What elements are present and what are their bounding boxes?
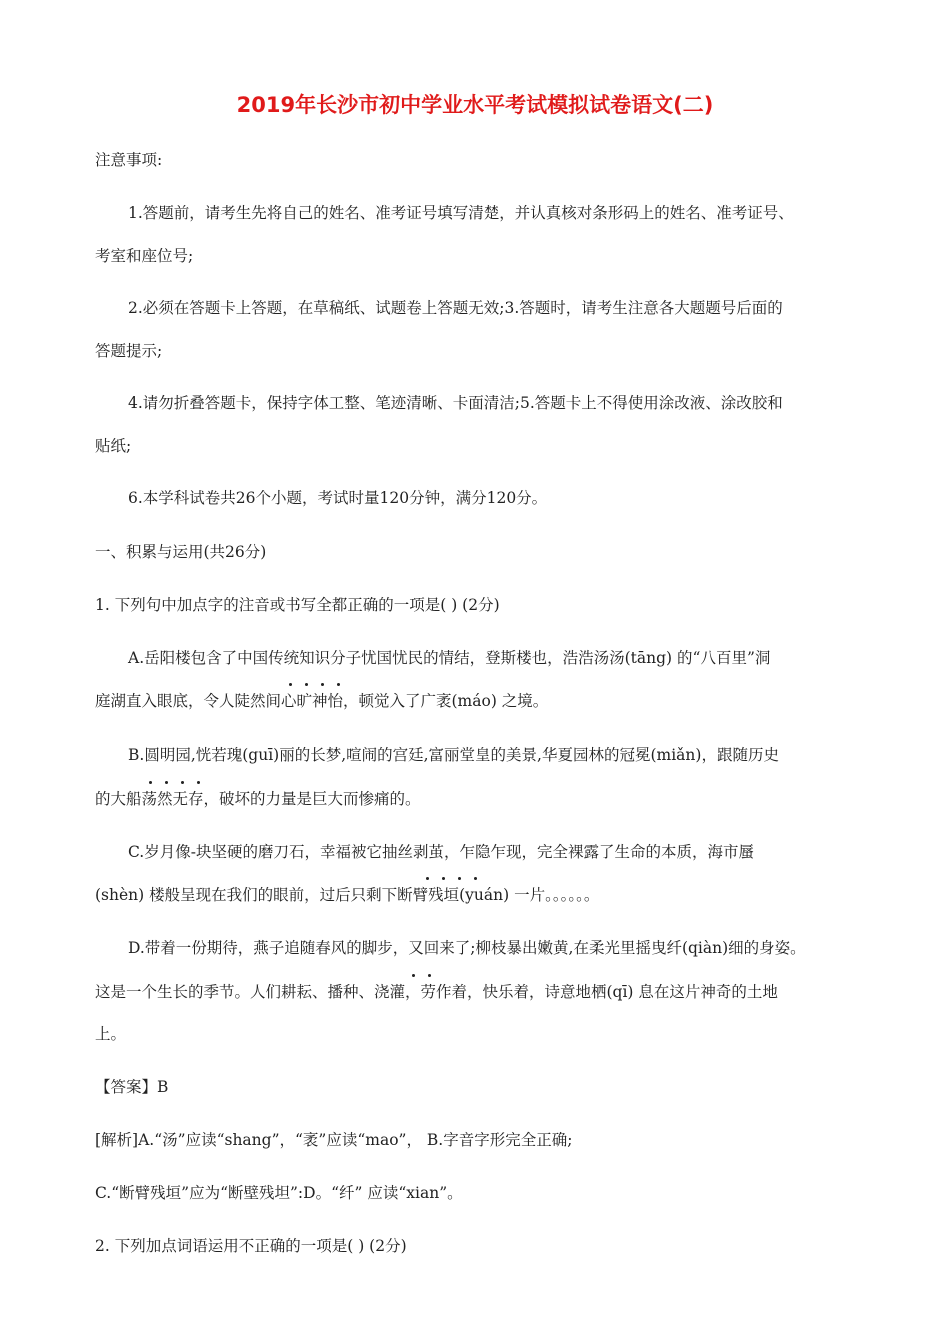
analysis-line-1: [解析]A.“汤”应读“shang”，“袤”应读“mao”， B.字音字形完全正确; [95,1131,573,1149]
note-1-line-1: 1.答题前，请考生先将自己的姓名、准考证号填写清楚，并认真核对条形码上的姓名、准考证号、 [128,204,794,222]
option-d-line-2: 这是一个生长的季节。人们耕耘、播种、浇灌，劳作着，快乐着，诗意地栖(qī) 息在这片神奇的土地 [95,983,778,1001]
note-1-line-2: 考室和座位号; [95,247,194,265]
note-3-line-2: 贴纸; [95,437,132,455]
option-b-line-1: B.圆明园,恍若瑰(guī)丽的长梦,喧闹的宫廷,富丽堂皇的美景,华夏园林的冠冕(miǎn)，跟随历史 [128,746,779,764]
emphasis-dots-a [289,683,489,691]
answer-label: 【答案】B [95,1078,169,1096]
question-1-stem: 1. 下列句中加点字的注音或书写全都正确的一项是( ) (2分) [95,596,500,614]
analysis-line-2: C.“断臂残垣”应为“断壁残坦”:D。“纤” 应读“xian”。 [95,1184,463,1202]
option-d-line-3: 上。 [95,1025,127,1043]
option-a-line-1: A.岳阳楼包含了中国传统知识分子忧国忧民的情结，登斯楼也，浩浩汤汤(tāng) 的“八百里”洞 [128,649,771,667]
section-heading: 一、积累与运用(共26分) [95,543,267,561]
page-title: 2019年长沙市初中学业水平考试模拟试卷语文(二) [236,93,714,117]
note-4-line-1: 6.本学科试卷共26个小题，考试时量120分钟，满分120分。 [128,489,548,507]
note-3-line-1: 4.请勿折叠答题卡，保持字体工整、笔迹清晰、卡面清洁;5.答题卡上不得使用涂改液、涂改胶和 [128,394,783,412]
notice-heading: 注意事项: [95,151,163,169]
option-b-line-2: 的大船荡然无存，破坏的力量是巨大而惨痛的。 [95,790,421,808]
emphasis-dots-b [149,781,349,789]
emphasis-dots-c [426,877,626,885]
note-2-line-1: 2.必须在答题卡上答题，在草稿纸、试题卷上答题无效;3.答题时，请考生注意各大题题号后面的 [128,299,783,317]
emphasis-dots-d [412,974,612,982]
option-c-line-1: C.岁月像-块坚硬的磨刀石，幸福被它抽丝剥茧，乍隐乍现，完全裸露了生命的本质，海市蜃 [128,843,754,861]
option-a-line-2: 庭湖直入眼底，令人陡然间心旷神怡，顿觉入了广袤(máo) 之境。 [95,692,549,710]
note-2-line-2: 答题提示; [95,342,163,360]
option-d-line-1: D.带着一份期待，燕子追随春风的脚步，又回来了;柳枝暴出嫩黄,在柔光里摇曳纤(qiàn)细的身姿。 [128,939,806,957]
option-c-line-2: (shèn) 楼般呈现在我们的眼前，过后只剩下断臂残垣(yuán) 一片。。。。。。 [95,886,600,904]
question-2-stem: 2. 下列加点词语运用不正确的一项是( ) (2分) [95,1237,407,1255]
